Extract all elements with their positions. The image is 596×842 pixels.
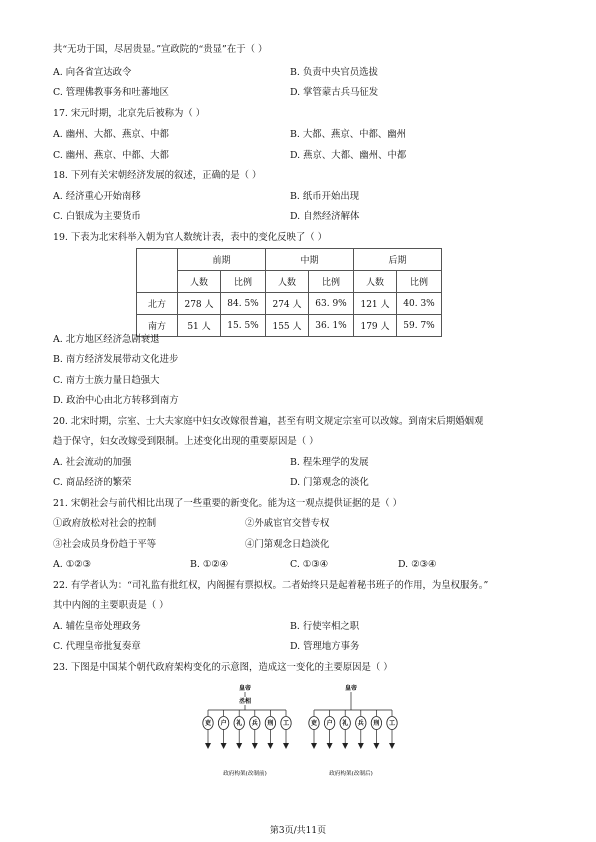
diagram-after [309,684,397,777]
after-ministry-label: 工 [388,720,396,728]
before-ministry-base [236,743,242,749]
after-ministry-base [327,743,333,749]
q17-option-a: A. 幽州、大都、燕京、中都 [53,129,169,140]
after-ministry-base [389,743,395,749]
q20-option-c: C. 商品经济的繁荣 [53,477,132,488]
table-subheader: 人数 [266,271,309,293]
q21-option-d: D. ②③④ [398,559,437,570]
before-chancellor-label: 丞相 [238,698,252,705]
table-period-mid: 中期 [266,249,354,271]
after-emperor-label: 皇帝 [344,685,358,692]
after-ministry-base [311,743,317,749]
q22-option-d: D. 管理地方事务 [290,641,360,652]
table-subheader: 人数 [178,271,221,293]
table-cell: 63. 9% [309,293,354,315]
q21-option-b: B. ①②④ [190,559,229,570]
table-cell: 84. 5% [221,293,266,315]
table-region: 南方 [137,315,178,337]
diagram-before [203,684,291,777]
table-cell: 121 人 [354,293,397,315]
table-subheader: 比例 [309,271,354,293]
q18-option-d: D. 自然经济解体 [290,211,360,222]
table-subheader: 比例 [221,271,266,293]
after-ministry-label: 刑 [373,720,380,728]
after-ministry-label: 户 [326,720,333,728]
q21-item-3: ③社会成员身份趋于平等 [53,539,157,550]
q22-stem-line1: 22. 有学者认为：“司礼监有批红权，内阁握有票拟权。二者始终只是起着秘书班子的作用，为皇权服务。” [53,580,489,591]
q20-stem-line1: 20. 北宋时期，宗室、士大夫家庭中妇女改嫁很普遍，甚至有明文规定宗室可以改嫁。到南宋后期婚姻观 [53,416,484,427]
q19-option-b: B. 南方经济发展带动文化进步 [53,354,179,365]
before-ministry-label: 吏 [204,720,212,728]
before-caption: 政府构架(改制前) [223,771,267,777]
table-cell: 179 人 [354,315,397,337]
q20-option-b: B. 程朱理学的发展 [290,457,369,468]
after-ministry-base [342,743,348,749]
before-ministry-label: 礼 [236,720,243,728]
q21-option-c: C. ①③④ [290,559,329,570]
q21-item-4: ④门第观念日趋淡化 [245,539,330,550]
q22-stem-line2: 其中内阁的主要职责是（ ） [53,600,169,611]
q22-option-c: C. 代理皇帝批复奏章 [53,641,141,652]
q16-stem: 共“无功于国，尽居贵显。”宣政院的“贵显”在于（ ） [53,44,268,55]
table-region: 北方 [137,293,178,315]
q17-option-d: D. 燕京、大都、幽州、中都 [290,150,407,161]
q21-option-a: A. ①②③ [53,559,91,570]
table-cell: 15. 5% [221,315,266,337]
table-cell: 155 人 [266,315,309,337]
q17-stem: 17. 宋元时期，北京先后被称为（ ） [53,108,206,119]
table-subheader: 人数 [354,271,397,293]
q21-item-2: ②外戚宦官交替专权 [245,518,330,529]
table-cell: 274 人 [266,293,309,315]
before-ministry-label: 户 [220,720,227,728]
q19-stats-table [136,248,442,337]
table-cell: 36. 1% [309,315,354,337]
before-ministry-base [252,743,258,749]
q18-option-a: A. 经济重心开始南移 [53,191,141,202]
table-cell: 278 人 [178,293,221,315]
before-ministry-label: 刑 [267,720,274,728]
after-ministry-base [358,743,364,749]
q20-option-d: D. 门第观念的淡化 [290,477,369,488]
q21-stem: 21. 宋朝社会与前代相比出现了一些重要的新变化。能为这一观点提供证据的是（ ） [53,498,402,509]
q20-stem-line2: 趋于保守，妇女改嫁受到限制。上述变化出现的重要原因是（ ） [53,436,319,447]
before-ministry-base [283,743,289,749]
table-period-early: 前期 [178,249,266,271]
after-ministry-base [373,743,379,749]
q19-option-d: D. 政治中心由北方转移到南方 [53,395,179,406]
table-row [137,293,442,315]
before-ministry-label: 工 [282,720,290,728]
q18-option-c: C. 白银成为主要货币 [53,211,141,222]
q23-stem: 23. 下图是中国某个朝代政府架构变化的示意图，造成这一变化的主要原因是（ ） [53,662,393,673]
q19-option-c: C. 南方士族力量日趋强大 [53,375,160,386]
q18-option-b: B. 纸币开始出现 [290,191,360,202]
before-ministry-base [205,743,211,749]
q17-option-c: C. 幽州、燕京、中都、大都 [53,150,169,161]
q21-item-1: ①政府放松对社会的控制 [53,518,157,529]
table-cell: 59. 7% [397,315,442,337]
q19-stem: 19. 下表为北宋科举入朝为官人数统计表，表中的变化反映了（ ） [53,232,327,243]
q22-option-a: A. 辅佐皇帝处理政务 [53,621,141,632]
after-ministry-label: 兵 [357,720,364,728]
q19-option-a: A. 北方地区经济急剧衰退 [53,334,160,345]
page-footer: 第3页/共11页 [269,826,327,836]
table-cell: 40. 3% [397,293,442,315]
q16-option-c: C. 管理佛教事务和吐蕃地区 [53,87,169,98]
after-ministry-label: 吏 [310,720,318,728]
before-ministry-base [267,743,273,749]
before-ministry-base [221,743,227,749]
table-row [137,315,442,337]
q22-option-b: B. 行使宰相之职 [290,621,360,632]
q16-option-a: A. 向各省宣达政令 [53,67,132,78]
table-subheader: 比例 [397,271,442,293]
q20-option-a: A. 社会流动的加强 [53,457,132,468]
table-cell: 51 人 [178,315,221,337]
q16-option-d: D. 掌管蒙古兵马征发 [290,87,379,98]
q18-stem: 18. 下列有关宋朝经济发展的叙述，正确的是（ ） [53,170,262,181]
q17-option-b: B. 大都、燕京、中都、幽州 [290,129,406,140]
after-ministry-label: 礼 [342,720,349,728]
government-structure-diagram [196,683,410,783]
table-period-late: 后期 [354,249,442,271]
after-caption: 政府构架(改制后) [329,771,373,777]
before-ministry-label: 兵 [251,720,258,728]
before-emperor-label: 皇帝 [238,685,252,692]
q16-option-b: B. 负责中央官员选拔 [290,67,378,78]
table-corner [137,249,178,293]
